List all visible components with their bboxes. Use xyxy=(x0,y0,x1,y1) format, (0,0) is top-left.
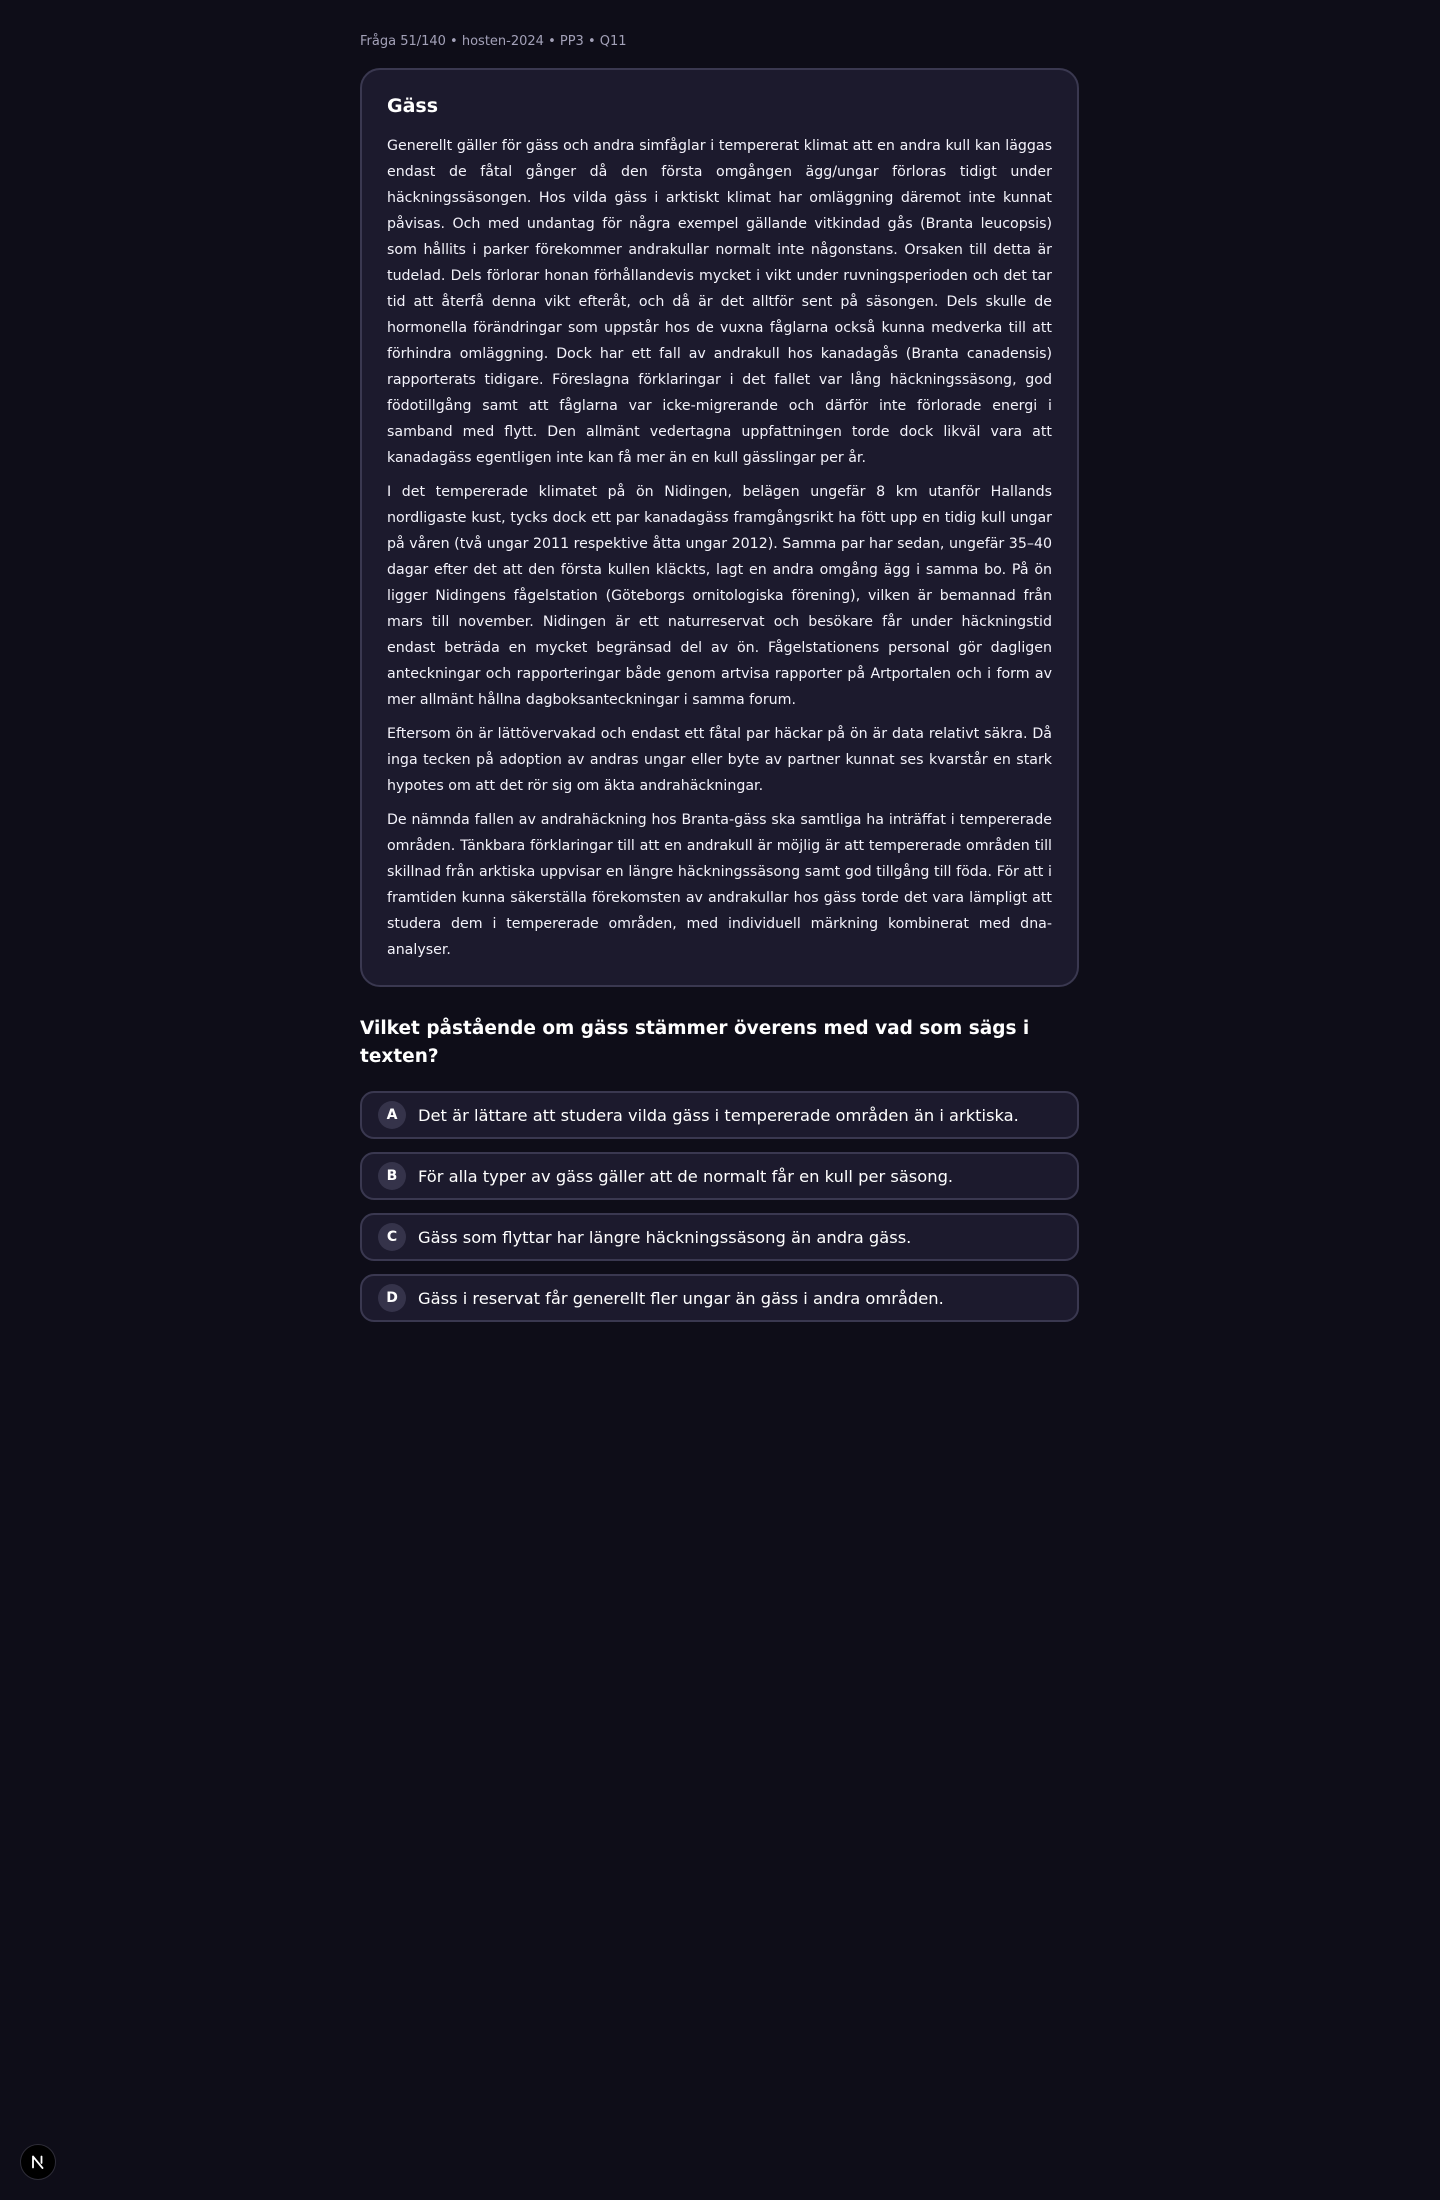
option-letter-badge: C xyxy=(378,1223,406,1251)
option-text: Gäss som flyttar har längre häckningssäsong än andra gäss. xyxy=(418,1227,912,1247)
option-text: Gäss i reservat får generellt fler ungar än gäss i andra områden. xyxy=(418,1288,944,1308)
quiz-container xyxy=(360,0,1079,1335)
option-text: För alla typer av gäss gäller att de normalt får en kull per säsong. xyxy=(418,1166,954,1186)
question-text: Vilket påstående om gäss stämmer överens med vad som sägs i texten? xyxy=(360,1018,1030,1067)
nextjs-dev-badge[interactable] xyxy=(20,2144,56,2180)
option-d-button[interactable] xyxy=(360,1274,1079,1322)
passage-paragraph-4: De nämnda fallen av andrahäckning hos Branta-gäss ska samtliga ha inträffat i tempererade områden. Tänkbara förklaringar till att en andrakull är möjlig är att tempererade områden till skillnad från arktiska uppvisar en längre häckningssäsong samt god tillgång till föda. För att i framtiden kunna säkerställa förekomsten av andrakullar hos gäss torde det vara lämpligt att studera dem i tempererade områden, med individuell märkning kombinerat med dna-analyser. xyxy=(387,812,1052,958)
option-letter-badge: D xyxy=(378,1284,406,1312)
passage-paragraph-1: Generellt gäller för gäss och andra simfåglar i tempererat klimat att en andra kull kan läggas endast de fåtal gånger då den första omgången ägg/ungar förloras tidigt under häckningssäsongen. Hos vilda gäss i arktiskt klimat har omläggning däremot inte kunnat påvisas. Och med undantag för några exempel gällande vitkindad gås (Branta leucopsis) som hållits i parker förekommer andrakullar normalt inte någonstans. Orsaken till detta är tudelad. Dels förlorar honan förhållandevis mycket i vikt under ruvningsperioden och det tar tid att återfå denna vikt efteråt, och då är det alltför sent på säsongen. Dels skulle de hormonella förändringar som uppstår hos de vuxna fåglarna också kunna medverka till att förhindra omläggning. Dock har ett fall av andrakull hos kanadagås (Branta canadensis) rapporterats tidigare. Föreslagna förklaringar i det fallet var lång häckningssäsong, god födotillgång samt att fåglarna var icke-migrerande och därför inte förlorade energi i samband med flytt. Den allmänt vedertagna uppfattningen torde dock likväl vara att kanadagäss egentligen inte kan få mer än en kull gässlingar per år. xyxy=(387,138,1052,466)
option-c-button[interactable] xyxy=(360,1213,1079,1261)
option-letter-badge: B xyxy=(378,1162,406,1190)
passage-paragraph-3: Eftersom ön är lättövervakad och endast ett fåtal par häckar på ön är data relativt säkra. Då inga tecken på adoption av andras ungar eller byte av partner kunnat ses kvarstår en stark hypotes om att det rör sig om äkta andrahäckningar. xyxy=(387,726,1052,794)
option-a-button[interactable] xyxy=(360,1091,1079,1139)
option-b-button[interactable] xyxy=(360,1152,1079,1200)
passage-paragraph-2: I det tempererade klimatet på ön Nidingen, belägen ungefär 8 km utanför Hallands nordligaste kust, tycks dock ett par kanadagäss framgångsrikt ha fött upp en tidig kull ungar på våren (två ungar 2011 respektive åtta ungar 2012). Samma par har sedan, ungefär 35–40 dagar efter det att den första kullen kläckts, lagt en andra omgång ägg i samma bo. På ön ligger Nidingens fågelstation (Göteborgs ornitologiska förening), vilken är bemannad från mars till november. Nidingen är ett naturreservat och besökare får under häckningstid endast beträda en mycket begränsad del av ön. Fågelstationens personal gör dagligen anteckningar och rapporteringar både genom artvisa rapporter på Artportalen och i form av mer allmänt hållna dagboksanteckningar i samma forum. xyxy=(387,484,1052,708)
answer-options xyxy=(360,1091,1079,1322)
option-letter-badge: A xyxy=(378,1101,406,1129)
option-text: Det är lättare att studera vilda gäss i tempererade områden än i arktiska. xyxy=(418,1105,1019,1125)
nextjs-logo-icon xyxy=(30,2154,46,2170)
question-meta: Fråga 51/140 • hosten-2024 • PP3 • Q11 xyxy=(360,34,627,49)
passage-card xyxy=(360,68,1079,987)
passage-title: Gäss xyxy=(387,95,439,117)
